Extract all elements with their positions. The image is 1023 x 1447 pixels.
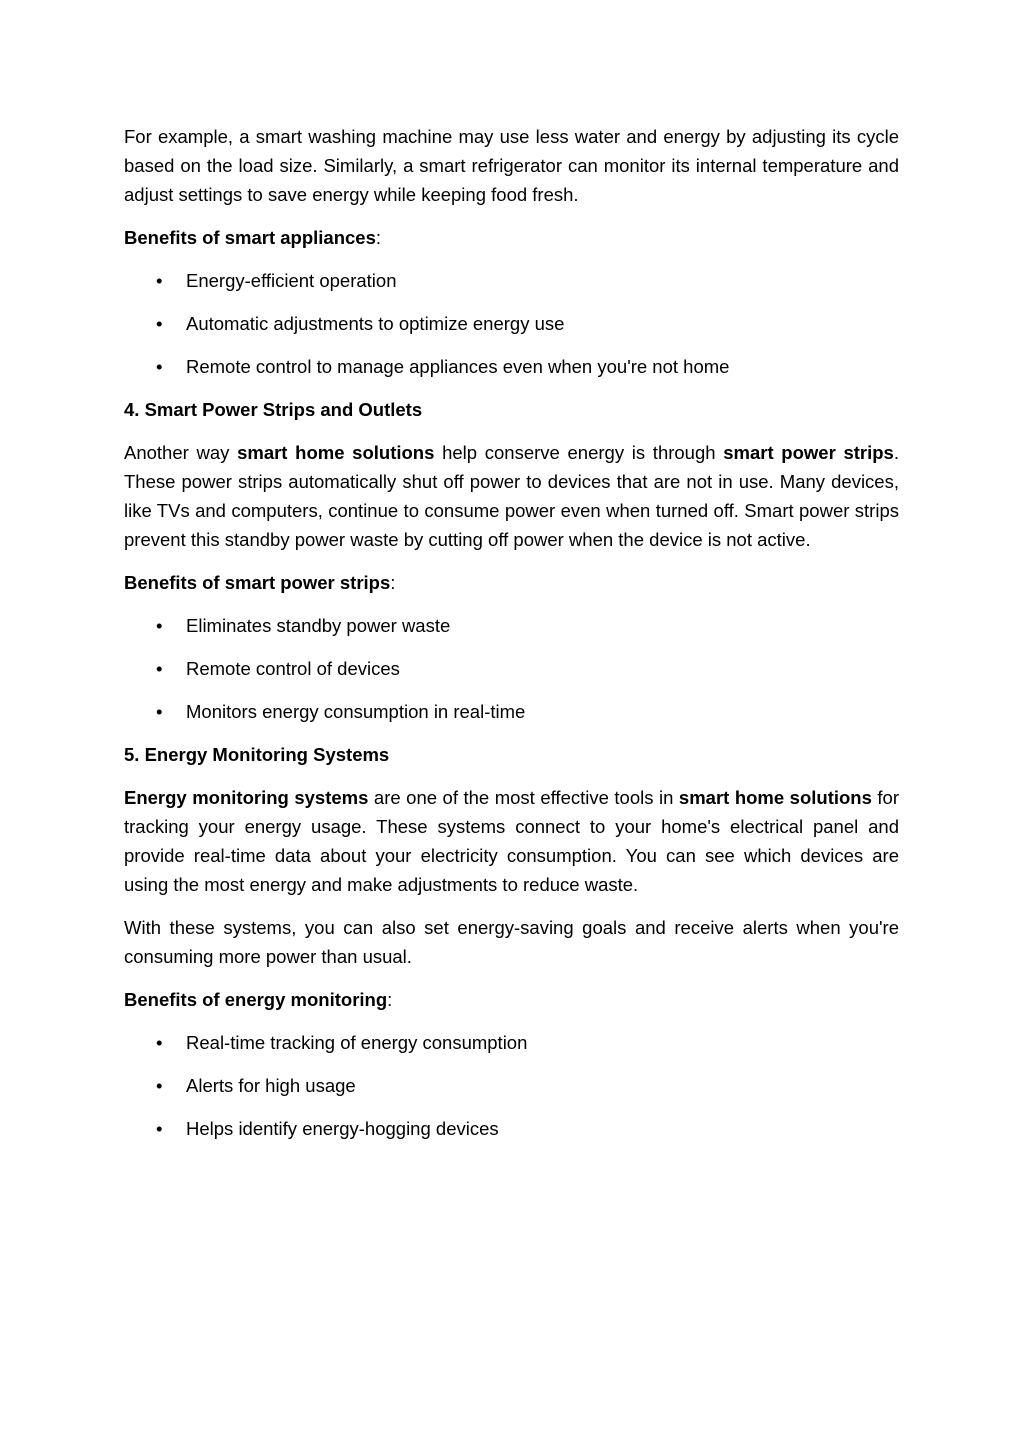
list-item-text: Helps identify energy-hogging devices	[186, 1118, 499, 1139]
list-item-text: Eliminates standby power waste	[186, 615, 451, 636]
bullet-icon: •	[156, 1032, 163, 1053]
list-item-text: Real-time tracking of energy consumption	[186, 1032, 528, 1053]
list-item-text: Remote control of devices	[186, 658, 400, 679]
bullet-icon: •	[156, 615, 163, 636]
list-item	[124, 611, 899, 640]
bullet-icon: •	[156, 313, 163, 334]
monitoring-benefits-label-text: Benefits of energy monitoring	[124, 989, 388, 1010]
appliances-benefits-label-text: Benefits of smart appliances	[124, 227, 376, 248]
list-item-text: Remote control to manage appliances even when you're not home	[186, 356, 730, 377]
list-item	[124, 352, 899, 381]
list-item-text: Energy-efficient operation	[186, 270, 397, 291]
appliances-benefits-label	[124, 223, 899, 252]
section-5-heading: 5. Energy Monitoring Systems	[124, 744, 390, 765]
bullet-icon: •	[156, 1118, 163, 1139]
strips-benefits-list	[124, 611, 899, 726]
section-5-text-b: for tracking your energy usage. These systems connect to your home's electrical panel and provide real-time data about your electricity consumption. You can see which devices are using the most energy and make adjustments to reduce waste.	[124, 787, 900, 895]
list-item	[124, 1028, 899, 1057]
appliances-benefits-list	[124, 266, 899, 381]
section-4-heading: 4. Smart Power Strips and Outlets	[124, 399, 423, 420]
section-4-text-b: help conserve energy is through	[434, 442, 724, 463]
section-5-bold-b: smart home solutions	[678, 787, 872, 808]
section-4-text-a: Another way	[124, 442, 238, 463]
strips-benefits-label	[124, 568, 899, 597]
list-item	[124, 1071, 899, 1100]
monitoring-benefits-list	[124, 1028, 899, 1143]
bullet-icon: •	[156, 1075, 163, 1096]
section-4-bold-b: smart power strips	[723, 442, 894, 463]
list-item-text: Automatic adjustments to optimize energy use	[186, 313, 565, 334]
document-page	[124, 122, 899, 1157]
section-5-paragraph-2: With these systems, you can also set energy-saving goals and receive alerts when you're consuming more power than usual.	[124, 917, 899, 967]
monitoring-benefits-label	[124, 985, 899, 1014]
bullet-icon: •	[156, 270, 163, 291]
section-5-paragraph-1	[124, 783, 899, 899]
bullet-icon: •	[156, 356, 163, 377]
list-item	[124, 266, 899, 295]
section-5-bold-a: Energy monitoring systems	[124, 787, 369, 808]
bullet-icon: •	[156, 658, 163, 679]
list-item-text: Alerts for high usage	[186, 1075, 356, 1096]
bullet-icon: •	[156, 701, 163, 722]
list-item	[124, 697, 899, 726]
list-item	[124, 654, 899, 683]
list-item	[124, 309, 899, 338]
intro-paragraph: For example, a smart washing machine may use less water and energy by adjusting its cycle based on the load size. Similarly, a smart refrigerator can monitor its internal temperature and adjust settings to save energy while keeping food fresh.	[124, 126, 899, 205]
appliances-benefits-colon: :	[375, 227, 382, 248]
section-5-text-a: are one of the most effective tools in	[368, 787, 679, 808]
list-item-text: Monitors energy consumption in real-time	[186, 701, 526, 722]
section-4-bold-a: smart home solutions	[237, 442, 435, 463]
list-item	[124, 1114, 899, 1143]
strips-benefits-label-text: Benefits of smart power strips	[124, 572, 391, 593]
strips-benefits-colon: :	[390, 572, 396, 593]
section-4-text-c: . These power strips automatically shut off power to devices that are not in use. Many devices, like TVs and computers, continue to consume power even when turned off. Smart power strips prevent this standby power waste by cutting off power when the device is not active.	[124, 442, 899, 550]
monitoring-benefits-colon: :	[387, 989, 393, 1010]
section-4-paragraph	[124, 438, 899, 554]
